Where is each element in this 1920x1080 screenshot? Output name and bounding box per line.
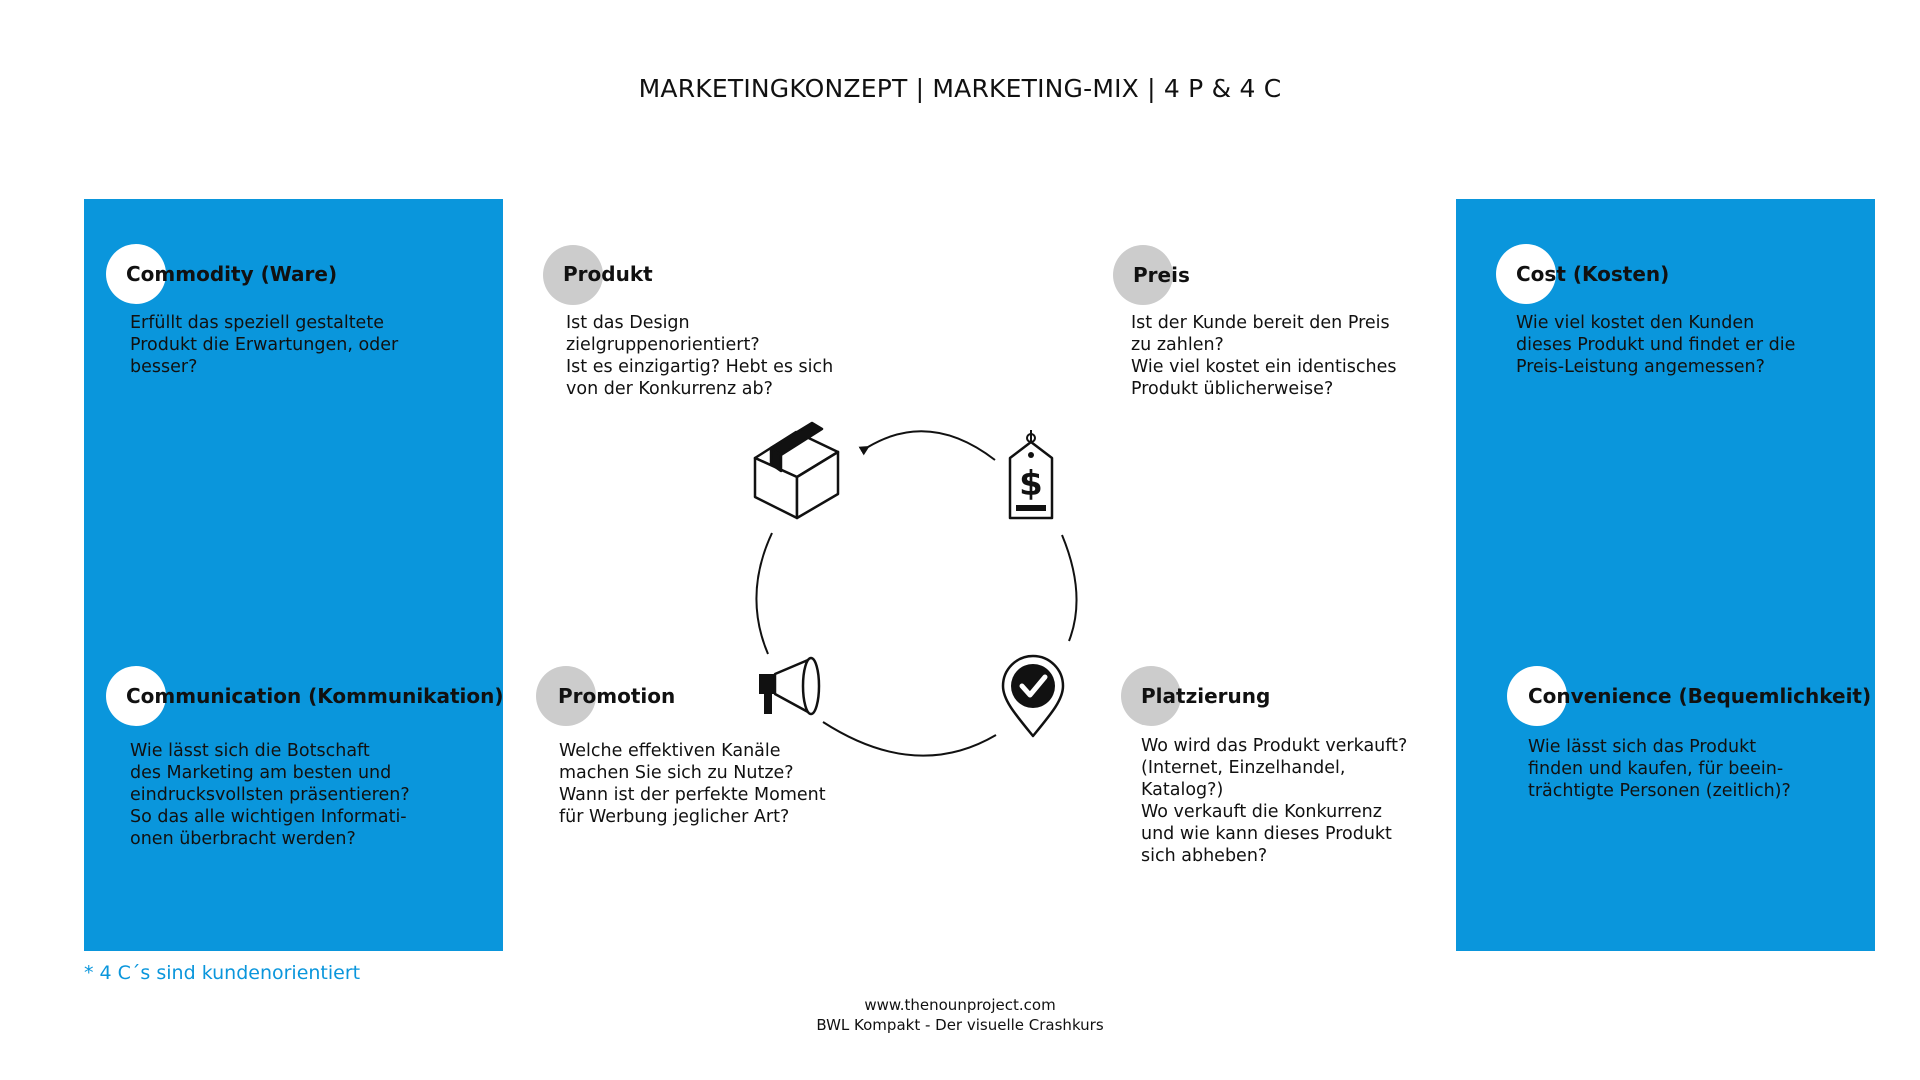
preis-heading: Preis — [1133, 263, 1190, 287]
promotion-heading: Promotion — [558, 684, 676, 708]
preis-text: Ist der Kunde bereit den Preis zu zahlen? Wie viel kostet ein identisches Produkt üblicherweise? — [1131, 313, 1397, 399]
cycle-arc-left — [756, 533, 772, 654]
footer-book-title: BWL Kompakt - Der visuelle Crashkurs — [816, 1016, 1104, 1034]
cycle-arc-right — [1062, 535, 1077, 641]
footer-source: www.thenounproject.com — [864, 996, 1056, 1014]
cost-heading: Cost (Kosten) — [1516, 262, 1670, 286]
promotion-text: Welche effektiven Kanäle machen Sie sich zu Nutze? Wann ist der perfekte Moment für Werbung jeglicher Art? — [559, 741, 826, 827]
platzierung-heading: Platzierung — [1141, 684, 1271, 708]
price-tag-icon — [1010, 430, 1052, 518]
page-title: MARKETINGKONZEPT | MARKETING-MIX | 4 P & 4 C — [638, 74, 1282, 103]
cost-text: Wie viel kostet den Kunden dieses Produkt und findet er die Preis-Leistung angemessen? — [1516, 313, 1796, 377]
produkt-text: Ist das Design zielgruppenorientiert? Ist es einzigartig? Hebt es sich von der Konkurrenz ab? — [566, 313, 834, 399]
convenience-text: Wie lässt sich das Produkt finden und kaufen, für beein- trächtigte Personen (zeitlich)? — [1528, 737, 1791, 801]
produkt-heading: Produkt — [563, 262, 653, 286]
box-icon — [755, 423, 838, 518]
megaphone-icon — [759, 658, 819, 714]
cycle-arrow — [868, 431, 995, 460]
communication-heading: Communication (Kommunikation) — [126, 684, 504, 708]
communication-text: Wie lässt sich die Botschaft des Marketing am besten und eindrucksvollsten präsentieren? So das alle wichtigen Informati- onen überbracht werden? — [130, 741, 410, 849]
svg-text:$: $ — [1019, 464, 1043, 504]
cycle-arc-bottom — [823, 722, 996, 756]
commodity-heading: Commodity (Ware) — [126, 262, 338, 286]
footnote: * 4 C´s sind kundenorientiert — [84, 962, 361, 984]
convenience-heading: Convenience (Bequemlichkeit) — [1528, 684, 1872, 708]
commodity-text: Erfüllt das speziell gestaltete Produkt die Erwartungen, oder besser? — [130, 313, 399, 377]
location-check-icon — [1003, 656, 1063, 736]
platzierung-text: Wo wird das Produkt verkauft? (Internet, Einzelhandel, Katalog?) Wo verkauft die Konkurrenz und wie kann dieses Produkt sich abheben? — [1141, 736, 1408, 866]
